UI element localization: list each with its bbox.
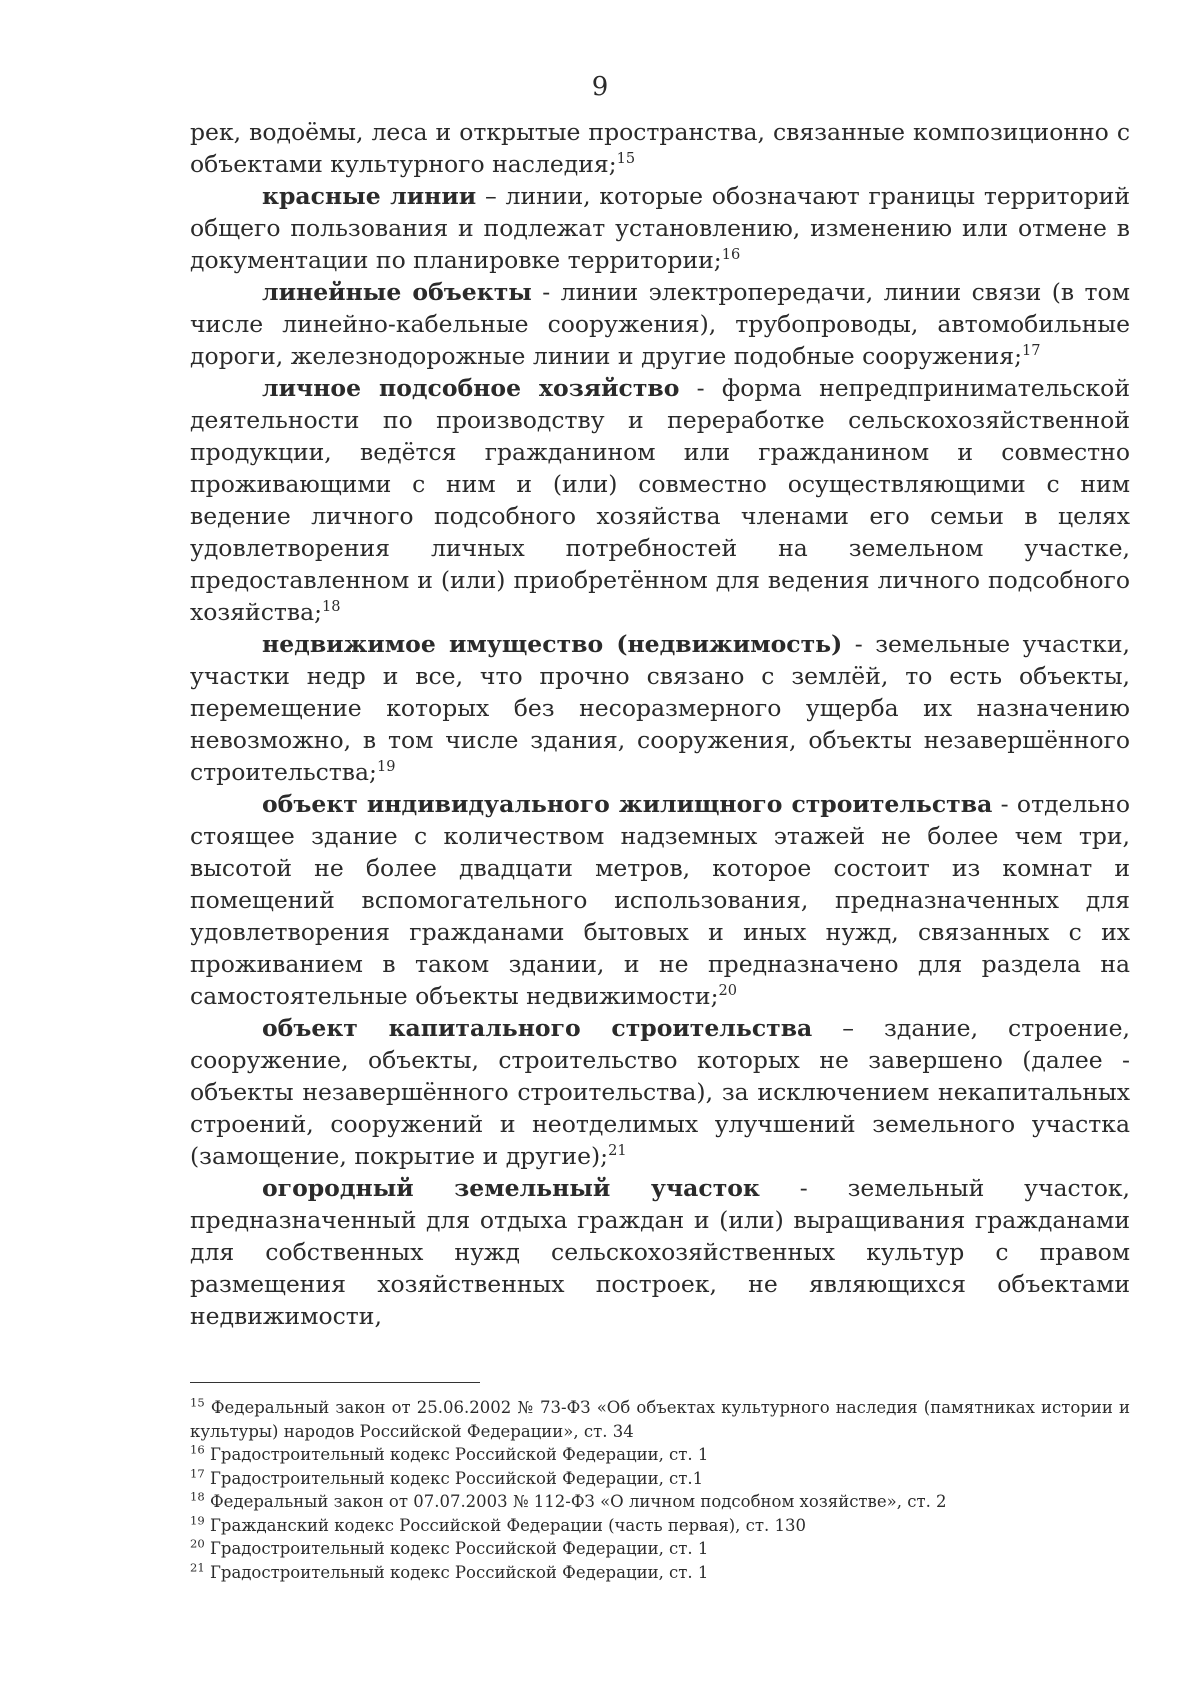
definition-real-estate <box>190 628 1130 788</box>
definition-text: - линии электропередачи, линии связи (в том числе линейно-кабельные сооружения), трубопроводы, автомобильные дороги, железнодорожные линии и другие подобные сооружения; <box>190 278 1130 370</box>
definition-red-lines <box>190 180 1130 276</box>
definition-term: линейные объекты <box>262 278 532 306</box>
footnote-number: 15 <box>190 1395 205 1410</box>
definition-term: красные линии <box>262 182 477 210</box>
footnote-number: 21 <box>190 1560 205 1574</box>
definition-individual-housing <box>190 788 1130 1012</box>
footnote-ref[interactable]: 18 <box>322 598 341 616</box>
definition-term: огородный земельный участок <box>262 1174 760 1202</box>
footnote-separator <box>190 1382 480 1383</box>
definition-private-farm <box>190 372 1130 628</box>
footnote-text: Градостроительный кодекс Российской Федерации, ст. 1 <box>209 1539 709 1558</box>
definition-text: - земельный участок, предназначенный для отдыха граждан и (или) выращивания гражданами для собственных нужд сельскохозяйственных культур с правом размещения хозяйственных построек, не являющихся объектами недвижимости, <box>190 1174 1130 1330</box>
footnote-text: Градостроительный кодекс Российской Федерации, ст.1 <box>209 1468 704 1488</box>
footnote <box>190 1490 1130 1514</box>
definition-term: недвижимое имущество (недвижимость) <box>262 630 843 658</box>
footnote <box>190 1537 1130 1561</box>
definition-garden-plot <box>190 1172 1130 1332</box>
footnote-ref[interactable]: 19 <box>376 758 396 776</box>
footnote-ref[interactable]: 17 <box>1022 342 1041 360</box>
footnote <box>190 1561 1130 1585</box>
footnote-text: Федеральный закон от 25.06.2002 № 73-ФЗ «Об объектах культурного наследия (памятниках истории и культуры) народов Российской Федерации», ст. 34 <box>190 1398 1130 1441</box>
footnote-ref[interactable]: 16 <box>721 246 741 264</box>
footnote-number: 17 <box>190 1466 205 1480</box>
footnote-ref[interactable]: 20 <box>718 982 738 1000</box>
definition-term: объект капитального строительства <box>262 1014 813 1042</box>
definition-linear-objects <box>190 276 1130 372</box>
paragraph-continuation <box>190 116 1130 180</box>
footnote <box>190 1514 1130 1538</box>
footnote-text: Федеральный закон от 07.07.2003 № 112-ФЗ «О личном подсобном хозяйстве», ст. 2 <box>209 1492 947 1511</box>
footnote-text: Градостроительный кодекс Российской Федерации, ст. 1 <box>209 1562 709 1582</box>
footnote-number: 16 <box>190 1442 205 1457</box>
footnote-number: 19 <box>190 1513 205 1527</box>
footnote-text: Гражданский кодекс Российской Федерации (часть первая), ст. 130 <box>209 1515 807 1535</box>
footnote <box>190 1443 1130 1467</box>
footnote-number: 20 <box>190 1536 205 1551</box>
footnotes <box>190 1396 1130 1584</box>
definition-term: объект индивидуального жилищного строительства <box>262 790 993 818</box>
definition-text: - отдельно стоящее здание с количеством надземных этажей не более чем три, высотой не более двадцати метров, которое состоит из комнат и помещений вспомогательного использования, предназначенных для удовлетворения гражданами бытовых и иных нужд, связанных с их проживанием в таком здании, и не предназначено для раздела на самостоятельные объекты недвижимости; <box>190 790 1130 1010</box>
definition-text: – здание, строение, сооружение, объекты, строительство которых не завершено (далее - объекты незавершённого строительства), за исключением некапитальных строений, сооружений и неотделимых улучшений земельного участка (замощение, покрытие и другие); <box>190 1014 1131 1170</box>
footnote-ref[interactable]: 15 <box>616 150 636 168</box>
footnote <box>190 1396 1130 1443</box>
document-body <box>190 116 1130 1332</box>
definition-term: личное подсобное хозяйство <box>262 374 680 402</box>
definition-text: – линии, которые обозначают границы территорий общего пользования и подлежат установлению, изменению или отмене в документации по планировке территории; <box>190 182 1131 274</box>
page-number: 9 <box>591 72 609 102</box>
definition-capital-construction <box>190 1012 1130 1172</box>
footnote-ref[interactable]: 21 <box>608 1142 627 1160</box>
footnote-number: 18 <box>190 1489 205 1504</box>
footnote-text: Градостроительный кодекс Российской Федерации, ст. 1 <box>209 1445 709 1464</box>
definition-text: - форма непредпринимательской деятельности по производству и переработке сельскохозяйственной продукции, ведётся гражданином или гражданином и совместно проживающими с ним и (или) совместно осуществляющими с ним ведение личного подсобного хозяйства членами его семьи в целях удовлетворения личных потребностей на земельном участке, предоставленном и (или) приобретённом для ведения личного подсобного хозяйства; <box>190 374 1130 626</box>
footnote <box>190 1467 1130 1491</box>
paragraph-text: рек, водоёмы, леса и открытые пространства, связанные композиционно с объектами культурного наследия; <box>190 118 1130 178</box>
definition-text: - земельные участки, участки недр и все, что прочно связано с землёй, то есть объекты, перемещение которых без несоразмерного ущерба их назначению невозможно, в том числе здания, сооружения, объекты незавершённого строительства; <box>190 630 1130 786</box>
